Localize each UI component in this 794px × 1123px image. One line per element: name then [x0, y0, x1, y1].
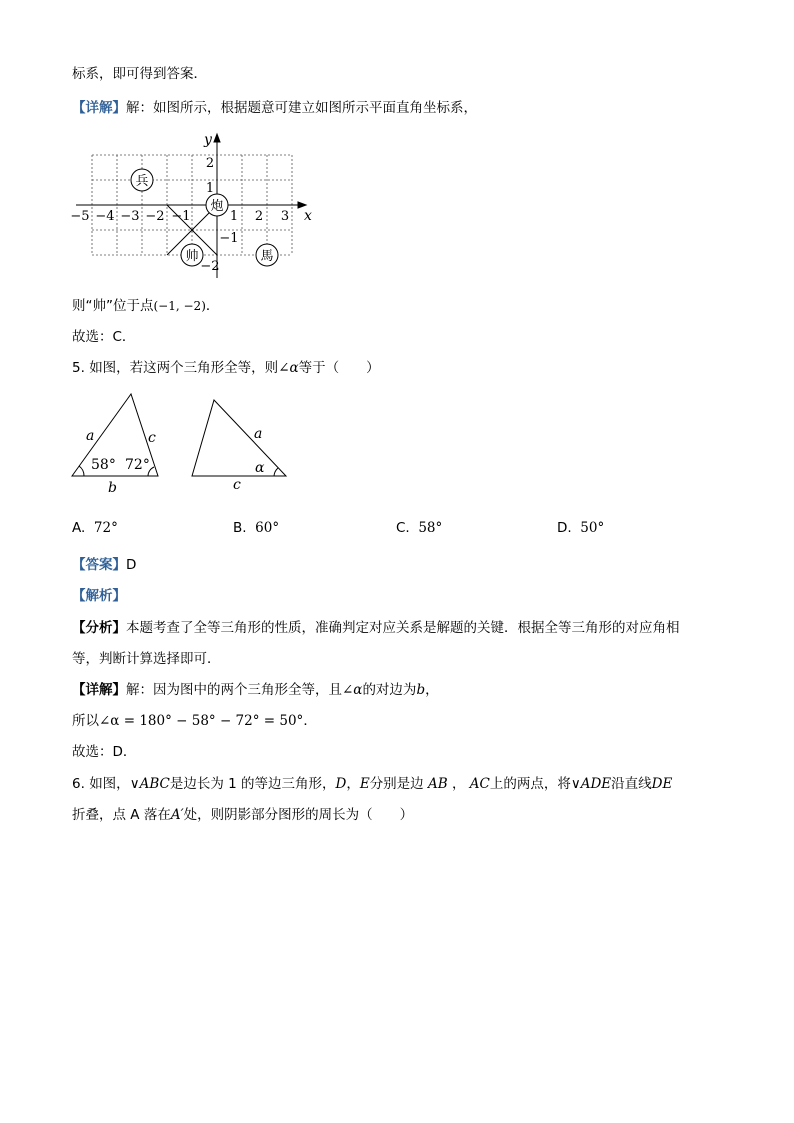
- answer-tag: 【答案】: [72, 557, 126, 573]
- text-line: 标系，即可得到答案．: [72, 66, 207, 82]
- tri1-side-c: c: [148, 430, 156, 446]
- question-6-line-1: 6. 如图，∨ABC是边长为 1 的等边三角形，D，E分别是边 AB ， AC上的两点，将∨ADE沿直线DE: [72, 776, 673, 792]
- analysis-tag: 【解析】: [72, 588, 126, 604]
- bing-label: 兵: [135, 174, 149, 189]
- fenxi-line-1: 【分析】本题考查了全等三角形的性质，准确判定对应关系是解题的关键．根据全等三角形的对应角相: [72, 620, 680, 636]
- x-tick-label: −3: [120, 209, 140, 224]
- triangles-figure: [62, 388, 302, 496]
- tri1-angle-72: 72°: [125, 457, 150, 473]
- fenxi-tag: 【分析】: [72, 620, 126, 636]
- detail-tag: 【详解】: [72, 682, 126, 698]
- answer-line: [72, 555, 136, 575]
- y-tick-label: −1: [219, 231, 239, 246]
- answer-value: D: [126, 557, 137, 573]
- calc-line: 所以∠α = 180° − 58° − 72° = 50°．: [72, 713, 317, 729]
- calc-expression: ∠α = 180° − 58° − 72° = 50°: [99, 713, 304, 729]
- angle-arc-alpha: [274, 468, 278, 476]
- ma-label: 馬: [260, 249, 274, 264]
- x-tick-label: 2: [254, 209, 264, 224]
- option-d[interactable]: D. 50°: [557, 520, 605, 536]
- question-number: 6.: [72, 776, 85, 792]
- y-tick-label: 1: [205, 181, 215, 196]
- conclusion-line: 则“帅”位于点(−1, −2)．: [72, 298, 220, 314]
- pao-label: 炮: [210, 199, 224, 214]
- y-tick-label: −2: [200, 259, 220, 274]
- choose-line: 故选：C．: [72, 329, 136, 345]
- y-tick-label: 2: [205, 156, 215, 171]
- x-tick-label: −2: [145, 209, 165, 224]
- question-6-line-2: 折叠，点 A 落在A′处，则阴影部分图形的周长为（ ）: [72, 807, 414, 823]
- question-5: 5. 如图，若这两个三角形全等，则∠α等于（ ）: [72, 360, 380, 376]
- tri1-side-b: b: [108, 480, 117, 496]
- detail-tag: 【详解】: [72, 100, 126, 116]
- x-tick-label: −4: [95, 209, 115, 224]
- triangle-2: [192, 400, 286, 476]
- tri2-angle-alpha: α: [255, 460, 265, 476]
- tri2-side-a: a: [254, 426, 263, 442]
- detail-line-q5: 【详解】解：因为图中的两个三角形全等，且∠α的对边为b，: [72, 682, 439, 698]
- x-tick-label: 1: [229, 209, 239, 224]
- detail-text: 解：如图所示，根据题意可建立如图所示平面直角坐标系，: [126, 100, 477, 116]
- tri2-side-c: c: [233, 477, 241, 493]
- shuai-label: 帅: [185, 249, 199, 264]
- coordinate-figure: [64, 128, 324, 284]
- x-tick-label: 3: [280, 209, 290, 224]
- angle-arc-58: [79, 466, 84, 476]
- option-c[interactable]: C. 58°: [396, 520, 443, 536]
- detail-line: [72, 98, 477, 118]
- analysis-line: [72, 586, 126, 606]
- tri1-angle-58: 58°: [91, 457, 116, 473]
- x-axis-label: x: [304, 208, 312, 224]
- x-tick-label: −5: [70, 209, 90, 224]
- coord-value: (−1, −2): [153, 299, 206, 313]
- choose-line-q5: 故选：D．: [72, 744, 137, 760]
- tri1-side-a: a: [86, 428, 95, 444]
- angle-alpha: ∠α: [278, 360, 299, 376]
- x-tick-label: −1: [171, 209, 191, 224]
- fenxi-line-2: 等，判断计算选择即可．: [72, 651, 221, 667]
- question-number: 5.: [72, 360, 85, 376]
- option-a[interactable]: A. 72°: [72, 520, 118, 536]
- y-axis-label: y: [204, 132, 212, 148]
- option-b[interactable]: B. 60°: [233, 520, 280, 536]
